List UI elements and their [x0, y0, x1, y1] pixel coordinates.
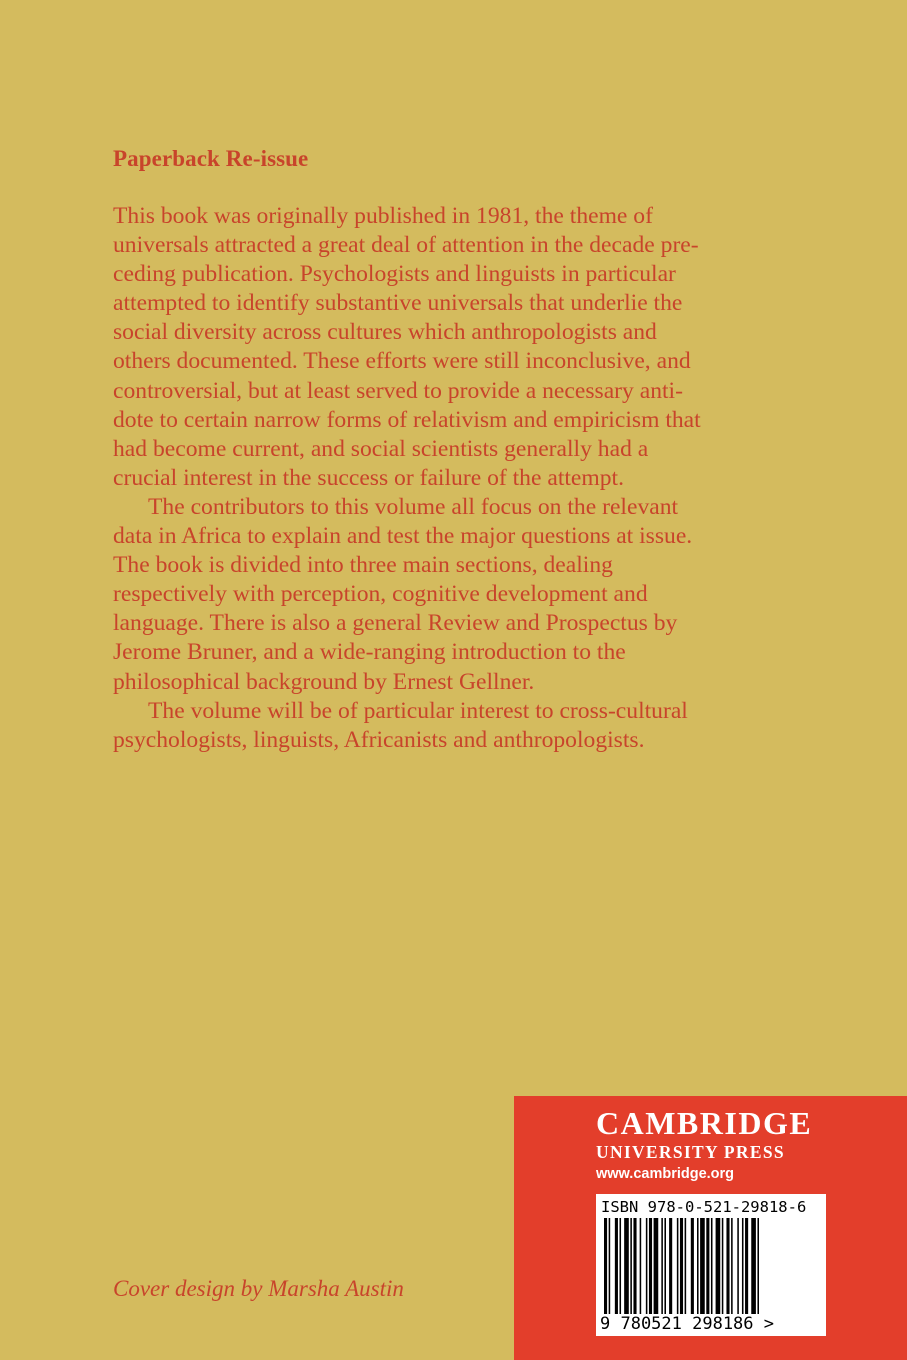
- description-line: psychologists, linguists, Africanists and anthropologists.: [113, 726, 645, 753]
- description-line: ceding publication. Psychologists and linguists in particular: [113, 261, 676, 288]
- description-line: The contributors to this volume all focus on the relevant: [148, 493, 679, 520]
- barcode: [596, 1194, 826, 1336]
- description-line: crucial interest in the success or failure of the attempt.: [113, 464, 624, 491]
- description-line: had become current, and social scientists generally had a: [113, 435, 649, 462]
- description-line: Jerome Bruner, and a wide-ranging introduction to the: [113, 639, 626, 666]
- description-text: [113, 202, 803, 755]
- publisher-panel: [514, 1096, 907, 1360]
- description-line: attempted to identify substantive universals that underlie the: [113, 290, 683, 317]
- barcode-digits: 9 780521 298186 >: [600, 1314, 774, 1334]
- description-line: language. There is also a general Review and Prospectus by: [113, 610, 678, 637]
- description-line: controversial, but at least served to provide a necessary anti-: [113, 377, 683, 404]
- description-line: The volume will be of particular interest to cross-cultural: [148, 697, 688, 724]
- description-line: data in Africa to explain and test the major questions at issue.: [113, 523, 693, 550]
- publisher-website: www.cambridge.org: [596, 1166, 735, 1182]
- description-line: others documented. These efforts were still inconclusive, and: [113, 348, 691, 375]
- heading: Paperback Re-issue: [113, 146, 309, 171]
- publisher-subtitle: UNIVERSITY PRESS: [596, 1142, 785, 1162]
- description-line: respectively with perception, cognitive development and: [113, 581, 648, 608]
- description-line: The book is divided into three main sections, dealing: [113, 552, 613, 579]
- description-line: dote to certain narrow forms of relativism and empiricism that: [113, 406, 701, 433]
- description-line: social diversity across cultures which anthropologists and: [113, 319, 657, 346]
- cover-design-credit: Cover design by Marsha Austin: [113, 1276, 404, 1301]
- publisher-name: CAMBRIDGE: [596, 1105, 813, 1141]
- isbn-label: ISBN 978-0-521-29818-6: [601, 1198, 807, 1216]
- barcode-bars: [601, 1218, 821, 1314]
- description-line: universals attracted a great deal of attention in the decade pre-: [113, 232, 699, 259]
- description-line: This book was originally published in 1981, the theme of: [113, 203, 653, 229]
- description-line: philosophical background by Ernest Gellner.: [113, 668, 535, 695]
